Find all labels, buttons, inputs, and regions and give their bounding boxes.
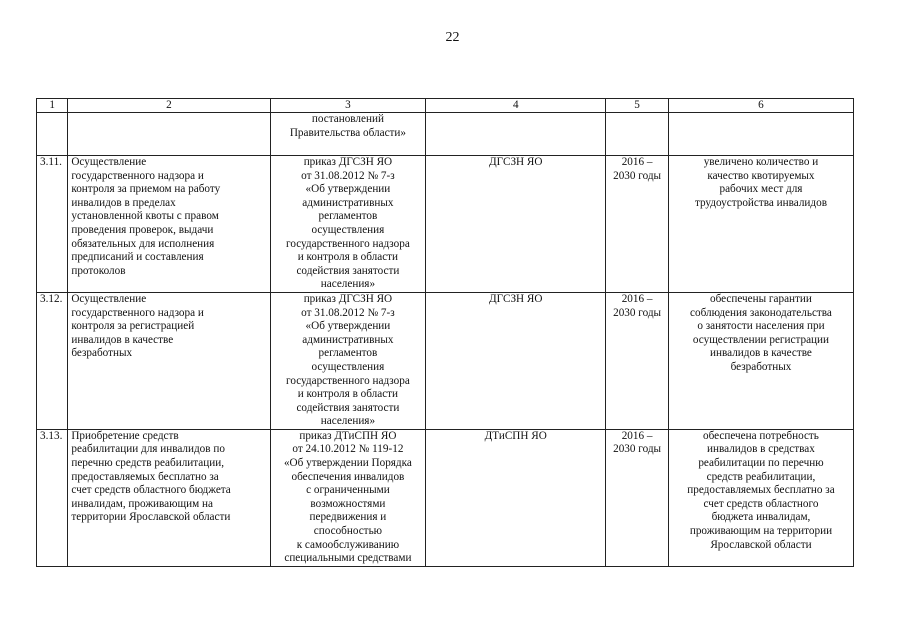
activity-line: инвалидов в качестве: [71, 333, 174, 346]
result-line: инвалидов в качестве: [710, 347, 812, 360]
activity-line: установленной квоты с правом: [71, 210, 219, 223]
document-line: содействия занятости: [296, 401, 400, 414]
document-line: с ограниченными: [306, 484, 390, 497]
document-line: от 24.10.2012 № 119-12: [292, 443, 404, 456]
document-line: Правительства области»: [289, 126, 407, 139]
document-line: государственного надзора: [286, 237, 410, 250]
document-line: «Об утверждении Порядка: [283, 457, 412, 470]
result-line: обеспечены гарантии: [710, 292, 812, 305]
cell-num: [37, 113, 68, 156]
activity-line: безработных: [71, 347, 133, 360]
activity-line: контроля за регистрацией: [71, 320, 195, 333]
activity-line: реабилитации для инвалидов по: [71, 443, 225, 456]
result-line: предоставляемых бесплатно за: [687, 484, 835, 497]
document-line: к самообслуживанию: [296, 538, 400, 551]
cell-num: 3.13.: [37, 429, 68, 566]
continuation-row: [37, 113, 854, 156]
document-line: осуществления: [311, 223, 385, 236]
document-line: приказ ДГСЗН ЯО: [303, 156, 393, 168]
activity-line: протоколов: [71, 264, 126, 277]
result-line: бюджета инвалидам,: [711, 511, 811, 524]
document-line: «Об утверждении: [305, 320, 391, 333]
document-line: населения»: [320, 415, 376, 428]
cell-document: [270, 113, 426, 156]
result-line: Ярославской области: [710, 538, 812, 551]
document-line: содействия занятости: [296, 264, 400, 277]
cell-document: [270, 429, 426, 566]
period-line: 2030 годы: [613, 169, 662, 182]
result-line: средств реабилитации,: [706, 470, 816, 483]
activity-line: проведения проверок, выдачи: [71, 223, 214, 236]
cell-result: [668, 429, 853, 566]
document-line: передвижения и: [309, 511, 387, 524]
activity-line: предписаний и составления: [71, 251, 204, 264]
document-line: и контроля в области: [297, 388, 399, 401]
result-line: счет средств областного: [703, 497, 819, 510]
document-line: способностью: [313, 525, 383, 538]
result-line: проживающим на территории: [689, 525, 833, 538]
cell-executor: ДГСЗН ЯО: [426, 292, 606, 429]
activity-line: государственного надзора и: [71, 169, 204, 182]
cell-period: [606, 156, 669, 293]
activity-line: предоставляемых бесплатно за: [71, 470, 219, 483]
document-line: административных: [302, 333, 394, 346]
cell-executor: ДТиСПН ЯО: [426, 429, 606, 566]
activity-line: Осуществление: [71, 292, 147, 305]
column-header: 5: [606, 99, 669, 113]
cell-result: [668, 113, 853, 156]
cell-period: [606, 429, 669, 566]
period-line: 2030 годы: [613, 306, 662, 319]
result-line: рабочих мест для: [719, 183, 803, 196]
result-line: качество квотируемых: [707, 169, 815, 182]
document-line: регламентов: [318, 347, 378, 360]
document-line: от 31.08.2012 № 7-з: [301, 306, 395, 319]
cell-activity: [68, 113, 270, 156]
document-line: осуществления: [311, 360, 385, 373]
activity-line: контроля за приемом на работу: [71, 183, 221, 196]
activity-line: территории Ярославской области: [71, 511, 231, 524]
cell-result: [668, 156, 853, 293]
result-line: безработных: [730, 360, 792, 373]
document-line: приказ ДТиСПН ЯО: [299, 429, 397, 442]
document-line: возможностями: [310, 497, 386, 510]
result-line: реабилитации по перечню: [698, 457, 824, 470]
column-header: 6: [668, 99, 853, 113]
period-line: 2030 годы: [613, 443, 662, 456]
cell-period: [606, 113, 669, 156]
cell-document: [270, 292, 426, 429]
document-line: приказ ДГСЗН ЯО: [303, 292, 393, 305]
activity-line: инвалидам, проживающим на: [71, 497, 213, 510]
table-row: [37, 429, 854, 566]
cell-activity: [68, 156, 270, 293]
cell-activity: [68, 292, 270, 429]
document-line: обеспечения инвалидов: [291, 470, 405, 483]
activity-line: счет средств областного бюджета: [71, 484, 231, 497]
activity-line: перечню средств реабилитации,: [71, 457, 225, 470]
result-line: инвалидов в средствах: [707, 443, 815, 456]
cell-document: [270, 156, 426, 293]
column-header: 1: [37, 99, 68, 113]
header-row: [37, 99, 854, 113]
activity-line: обязательных для исполнения: [71, 237, 215, 250]
table-row: [37, 292, 854, 429]
document-line: и контроля в области: [297, 251, 399, 264]
cell-executor: ДГСЗН ЯО: [426, 156, 606, 293]
cell-num: 3.12.: [37, 292, 68, 429]
cell-result: [668, 292, 853, 429]
result-line: обеспечена потребность: [703, 429, 819, 442]
activity-line: Приобретение средств: [71, 429, 179, 442]
document-line: административных: [302, 196, 394, 209]
column-header: 4: [426, 99, 606, 113]
period-line: 2016 –: [621, 156, 653, 168]
result-line: трудоустройства инвалидов: [694, 196, 827, 209]
table-row: [37, 156, 854, 293]
cell-num: 3.11.: [37, 156, 68, 293]
cell-period: [606, 292, 669, 429]
column-header: 3: [270, 99, 426, 113]
cell-activity: [68, 429, 270, 566]
document-line: государственного надзора: [286, 374, 410, 387]
document-line: от 31.08.2012 № 7-з: [301, 169, 395, 182]
measures-table: [36, 98, 854, 567]
result-line: о занятости населения при: [697, 320, 825, 333]
result-line: увеличено количество и: [703, 156, 819, 168]
document-line: специальными средствами: [284, 552, 412, 565]
result-line: осуществлении регистрации: [692, 333, 829, 346]
page-number: 22: [445, 30, 460, 45]
document-line: регламентов: [318, 210, 378, 223]
activity-line: Осуществление: [71, 156, 147, 168]
document-line: постановлений: [311, 113, 384, 125]
activity-line: инвалидов в пределах: [71, 196, 176, 209]
result-line: соблюдения законодательства: [690, 306, 832, 319]
activity-line: государственного надзора и: [71, 306, 204, 319]
column-header: 2: [68, 99, 270, 113]
document-line: «Об утверждении: [305, 183, 391, 196]
document-line: населения»: [320, 278, 376, 291]
period-line: 2016 –: [621, 429, 653, 442]
cell-executor: [426, 113, 606, 156]
period-line: 2016 –: [621, 292, 653, 305]
